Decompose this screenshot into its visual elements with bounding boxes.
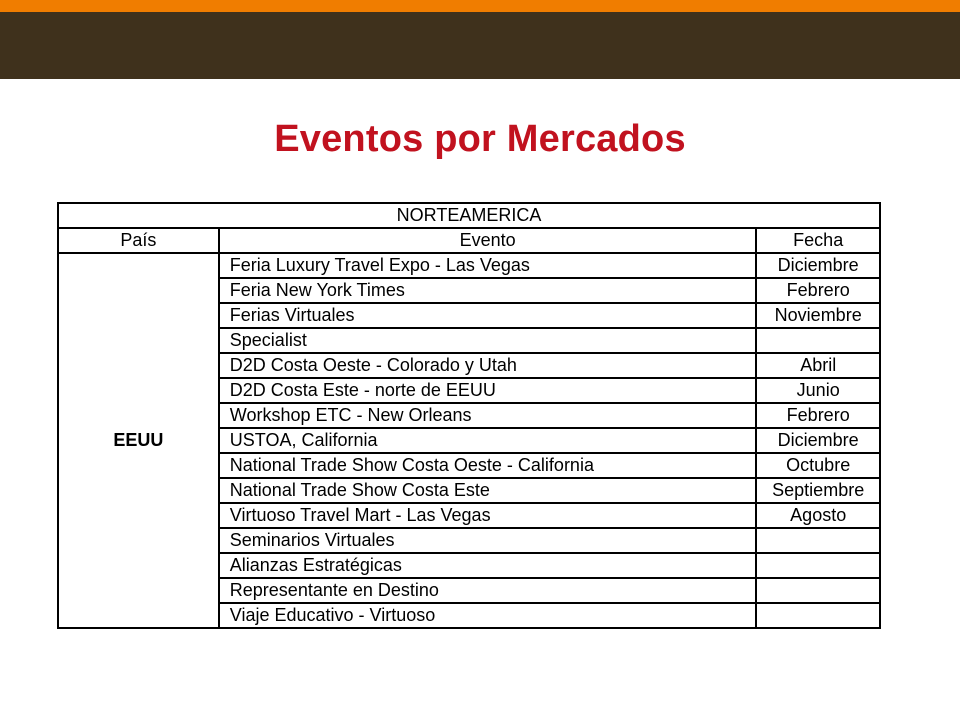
date-cell: Noviembre	[757, 304, 881, 329]
date-cell: Febrero	[757, 404, 881, 429]
event-cell: Feria New York Times	[220, 279, 758, 304]
event-cell: Viaje Educativo - Virtuoso	[220, 604, 758, 629]
event-cell: Seminarios Virtuales	[220, 529, 758, 554]
date-cell	[757, 579, 881, 604]
date-cell: Octubre	[757, 454, 881, 479]
events-table-body	[57, 202, 881, 629]
region-row	[57, 202, 881, 229]
date-cell	[757, 604, 881, 629]
date-cell: Febrero	[757, 279, 881, 304]
date-cell: Junio	[757, 379, 881, 404]
page-title: Eventos por Mercados	[274, 118, 686, 160]
date-cell: Agosto	[757, 504, 881, 529]
region-header: NORTEAMERICA	[57, 202, 881, 229]
event-cell: Feria Luxury Travel Expo - Las Vegas	[220, 254, 758, 279]
date-cell: Diciembre	[757, 429, 881, 454]
event-cell: D2D Costa Este - norte de EEUU	[220, 379, 758, 404]
column-header-event: Evento	[220, 229, 758, 254]
events-table	[57, 202, 881, 629]
event-cell: National Trade Show Costa Este	[220, 479, 758, 504]
event-cell: National Trade Show Costa Oeste - California	[220, 454, 758, 479]
event-cell: Ferias Virtuales	[220, 304, 758, 329]
date-cell	[757, 529, 881, 554]
event-cell: Virtuoso Travel Mart - Las Vegas	[220, 504, 758, 529]
event-cell: D2D Costa Oeste - Colorado y Utah	[220, 354, 758, 379]
column-header-date: Fecha	[757, 229, 881, 254]
column-header-country: País	[57, 229, 220, 254]
table-row	[57, 254, 881, 279]
top-accent-stripe	[0, 0, 960, 12]
event-cell: Specialist	[220, 329, 758, 354]
event-cell: USTOA, California	[220, 429, 758, 454]
event-cell: Representante en Destino	[220, 579, 758, 604]
events-table-container	[57, 202, 881, 632]
header-band	[0, 12, 960, 79]
event-cell: Alianzas Estratégicas	[220, 554, 758, 579]
date-cell: Septiembre	[757, 479, 881, 504]
column-header-row	[57, 229, 881, 254]
event-cell: Workshop ETC - New Orleans	[220, 404, 758, 429]
date-cell	[757, 554, 881, 579]
date-cell: Diciembre	[757, 254, 881, 279]
date-cell	[757, 329, 881, 354]
date-cell: Abril	[757, 354, 881, 379]
country-cell: EEUU	[57, 254, 220, 629]
